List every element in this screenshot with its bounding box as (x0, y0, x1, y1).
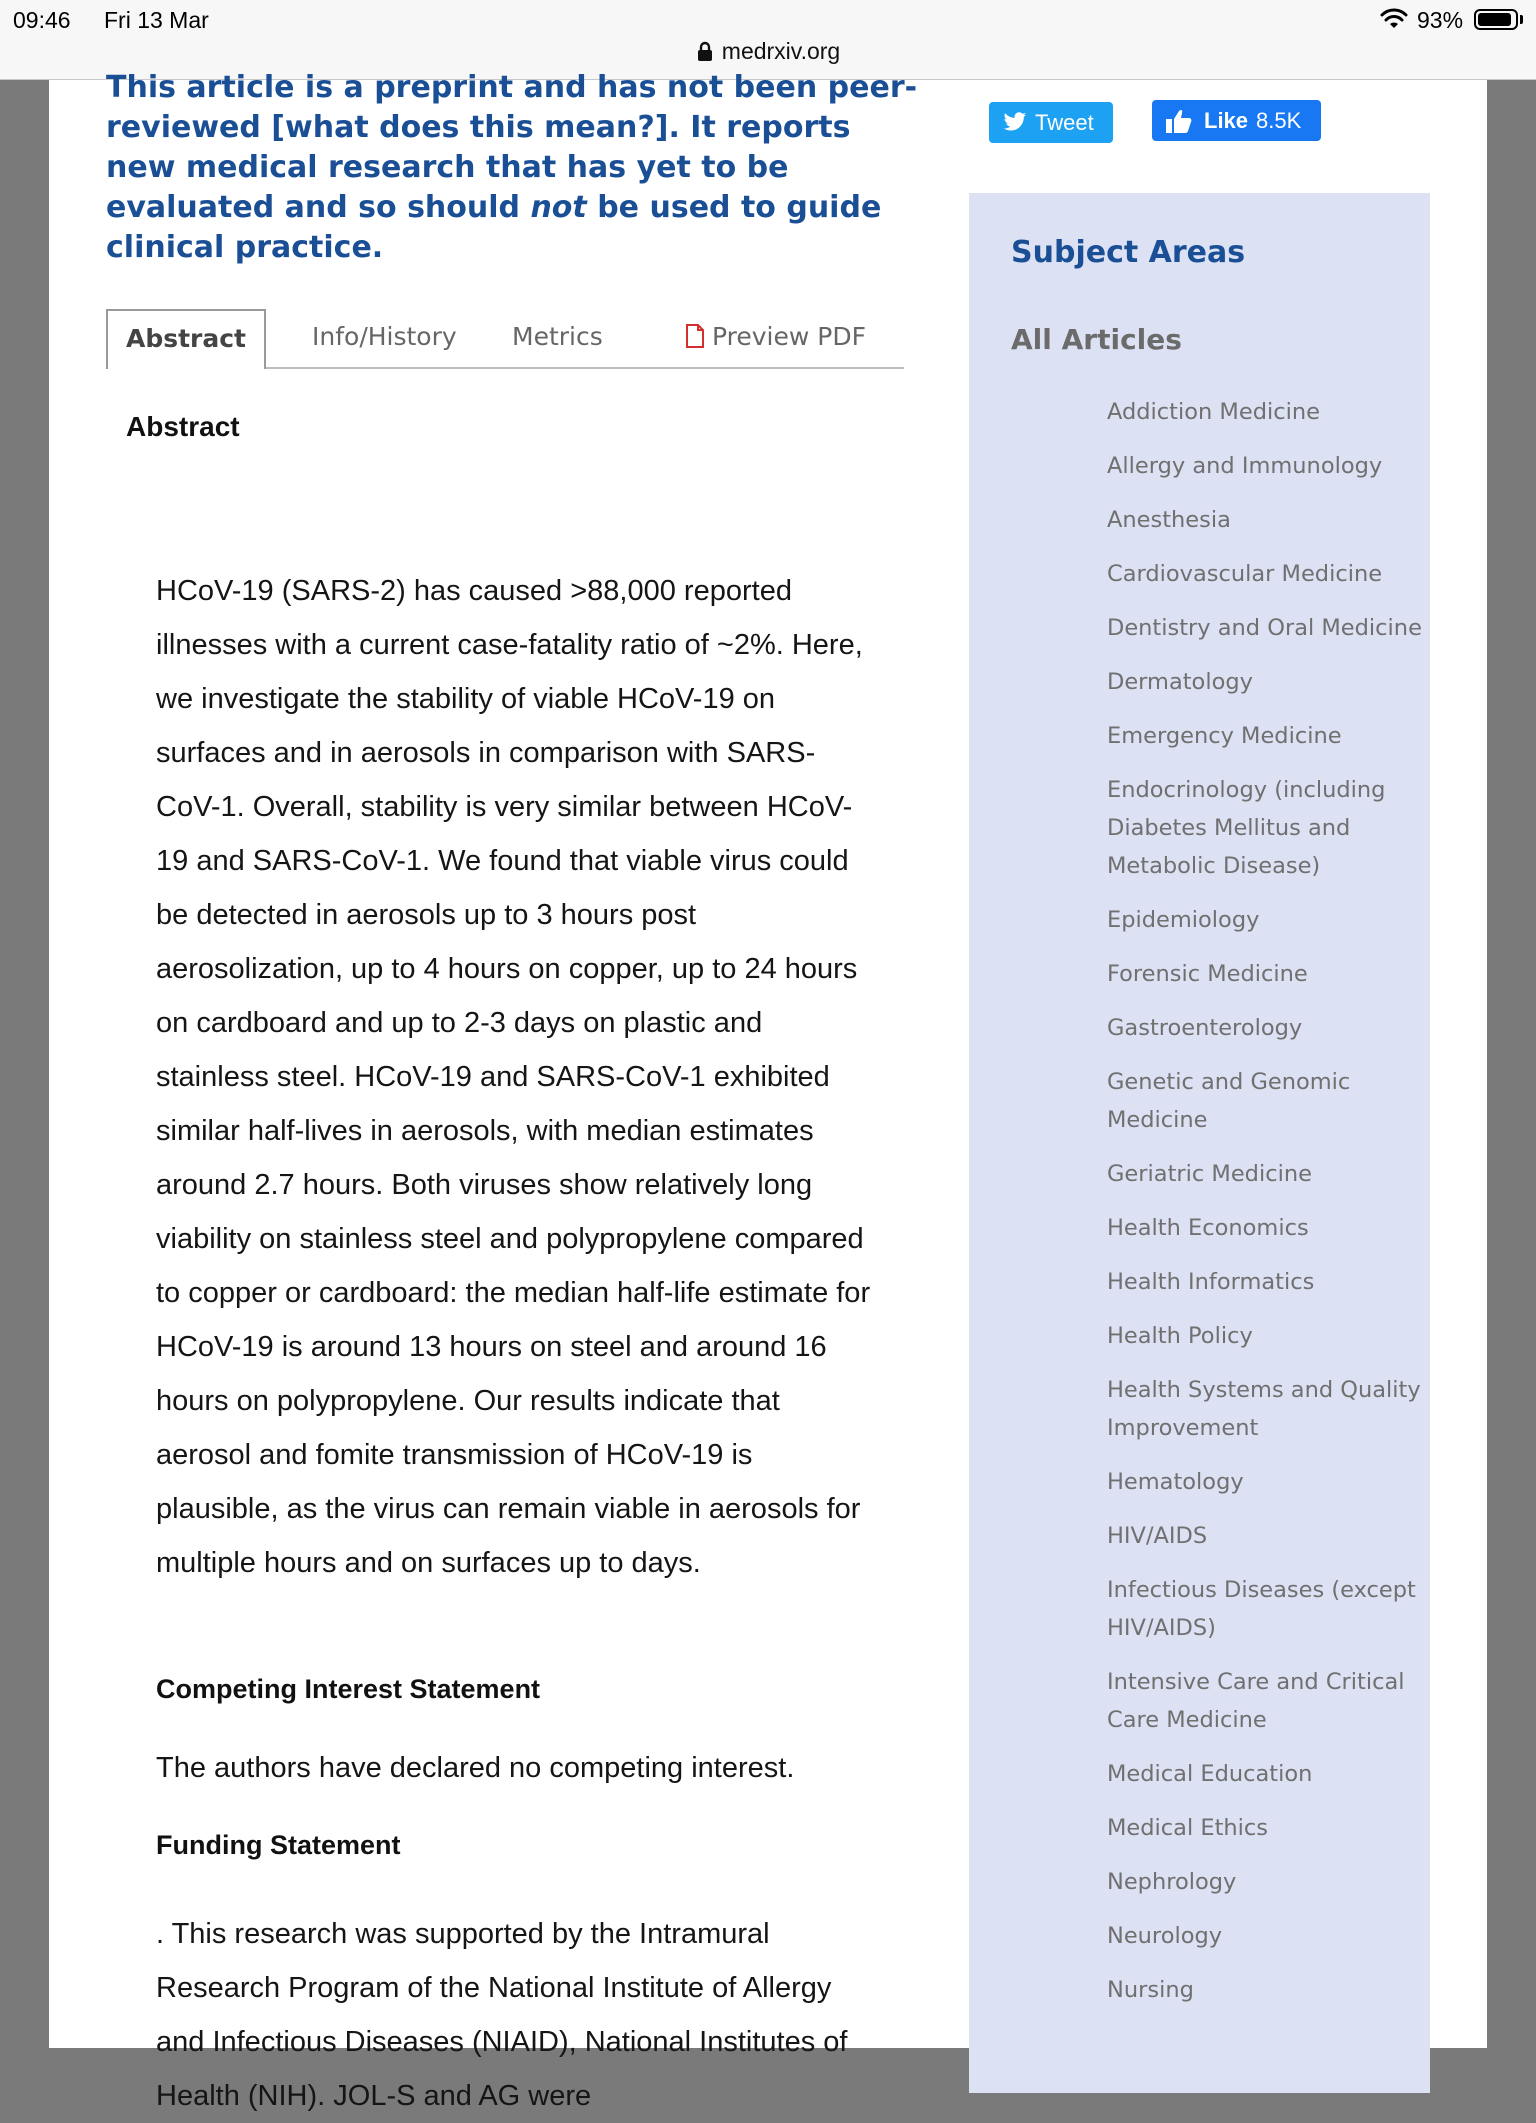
subject-link[interactable]: Dentistry and Oral Medicine (1107, 615, 1422, 641)
subject-link[interactable]: Forensic Medicine (1107, 961, 1308, 987)
funding-heading: Funding Statement (156, 1830, 401, 1860)
subject-link[interactable]: Medical Ethics (1107, 1815, 1268, 1841)
subject-list (1107, 393, 1427, 2025)
status-time: 09:46 (13, 7, 71, 33)
notice-text-1: This article is a preprint and has not been peer-reviewed [what does this mean?]. It reports new medical research that has yet to be evaluated and so should (106, 70, 918, 225)
subject-link[interactable]: Infectious Diseases (except HIV/AIDS) (1107, 1577, 1416, 1641)
url-bar[interactable] (0, 38, 1536, 70)
subject-link[interactable]: Emergency Medicine (1107, 723, 1342, 749)
thumbs-up-icon (1166, 109, 1192, 133)
url-domain: medrxiv.org (721, 38, 841, 64)
funding-text: . This research was supported by the Intramural Research Program of the National Institute of Allergy and Infectious Diseases (NIAID), National Institutes of Health (NIH). JOL-S and AG were (156, 1918, 848, 2112)
subject-link[interactable]: Geriatric Medicine (1107, 1161, 1312, 1187)
abstract-heading: Abstract (126, 411, 240, 442)
subject-link[interactable]: Epidemiology (1107, 907, 1260, 933)
competing-interest-text: The authors have declared no competing interest. (156, 1752, 795, 1784)
subject-link[interactable]: Anesthesia (1107, 507, 1231, 533)
article-page (49, 70, 1487, 2112)
subject-link[interactable]: Medical Education (1107, 1761, 1313, 1787)
battery-level-fill (1478, 13, 1511, 26)
like-count: 8.5K (1256, 108, 1302, 133)
subject-link[interactable]: Nursing (1107, 1977, 1194, 2003)
like-label: Like (1204, 108, 1249, 133)
subject-link[interactable]: Genetic and Genomic Medicine (1107, 1069, 1351, 1133)
wifi-icon (1380, 8, 1408, 30)
notice-emphasis: not (530, 190, 587, 225)
subject-link[interactable]: Dermatology (1107, 669, 1253, 695)
tweet-button[interactable] (989, 102, 1113, 143)
subject-link[interactable]: Allergy and Immunology (1107, 453, 1383, 479)
tab-preview-pdf[interactable] (686, 309, 866, 367)
status-date: Fri 13 Mar (104, 7, 209, 33)
lock-icon (696, 41, 714, 61)
battery-percent: 93% (1417, 7, 1464, 33)
subject-link[interactable]: Health Economics (1107, 1215, 1309, 1241)
tweet-label: Tweet (1035, 110, 1094, 135)
competing-interest-heading: Competing Interest Statement (156, 1674, 541, 1704)
article-tabs (106, 309, 904, 369)
pdf-file-icon (686, 324, 704, 348)
subject-link[interactable]: Health Informatics (1107, 1269, 1315, 1295)
facebook-like-button[interactable] (1152, 100, 1321, 141)
subject-areas-title: Subject Areas (1011, 235, 1246, 270)
subject-link[interactable]: Health Policy (1107, 1323, 1253, 1349)
subject-link[interactable]: Hematology (1107, 1469, 1244, 1495)
tab-abstract[interactable]: Abstract (106, 309, 266, 369)
subject-link[interactable]: Addiction Medicine (1107, 399, 1320, 425)
battery-nub (1520, 15, 1523, 24)
preprint-notice (106, 68, 926, 268)
subject-link[interactable]: HIV/AIDS (1107, 1523, 1208, 1549)
all-articles-link[interactable]: All Articles (1011, 323, 1182, 356)
abstract-text: HCoV-19 (SARS-2) has caused >88,000 reported illnesses with a current case-fatality ratio of ~2%. Here, we investigate the stability of viable HCoV-19 on surfaces and in aerosols in comparison with SARS-CoV-1. Overall, stability is very similar between HCoV-19 and SARS-CoV-1. We found that viable virus could be detected in aerosols up to 3 hours post aerosolization, up to 4 hours on copper, up to 24 hours on cardboard and up to 2-3 days on plastic and stainless steel. HCoV-19 and SARS-CoV-1 exhibited similar half-lives in aerosols, with median estimates around 2.7 hours. Both viruses show relatively long viability on stainless steel and polypropylene compared to copper or cardboard: the median half-life estimate for HCoV-19 is around 13 hours on steel and around 16 hours on polypropylene. Our results indicate that aerosol and fomite transmission of HCoV-19 is plausible, as the virus can remain viable in aerosols for multiple hours and on surfaces up to days. (156, 575, 871, 1579)
notice-text-2: be used to guide clinical practice. (106, 190, 882, 265)
twitter-bird-icon (1003, 112, 1027, 132)
subject-areas-sidebar (969, 193, 1430, 2093)
tab-metrics[interactable]: Metrics (512, 322, 603, 351)
subject-link[interactable]: Health Systems and Quality Improvement (1107, 1377, 1421, 1441)
subject-link[interactable]: Neurology (1107, 1923, 1223, 1949)
subject-link[interactable]: Intensive Care and Critical Care Medicine (1107, 1669, 1405, 1733)
subject-link[interactable]: Cardiovascular Medicine (1107, 561, 1383, 587)
preview-pdf-label: Preview PDF (712, 322, 866, 351)
tab-info-history[interactable]: Info/History (312, 322, 457, 351)
subject-link[interactable]: Endocrinology (including Diabetes Mellitus and Metabolic Disease) (1107, 777, 1386, 879)
subject-link[interactable]: Gastroenterology (1107, 1015, 1303, 1041)
subject-link[interactable]: Nephrology (1107, 1869, 1237, 1895)
battery-icon (1474, 9, 1518, 30)
